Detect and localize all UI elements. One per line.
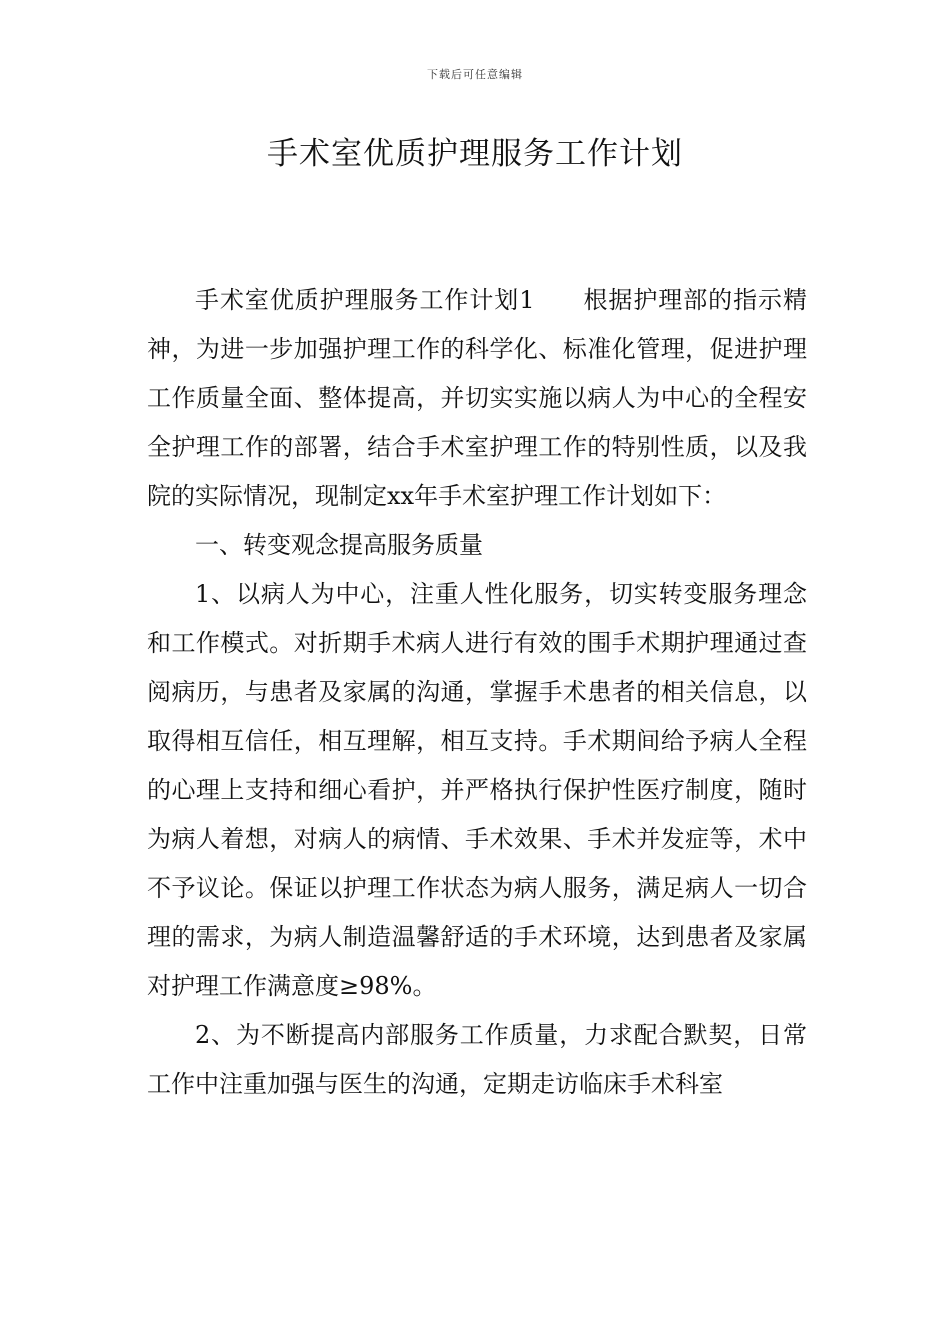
paragraph-intro-body: 根据护理部的指示精神，为进一步加强护理工作的科学化、标准化管理，促进护理工作质量全面、整体提高，并切实实施以病人为中心的全程安全护理工作的部署，结合手术室护理工作的特别性质，以及我院的实际情况，现制定xx年手术室护理工作计划如下：	[147, 286, 807, 510]
document-body	[147, 276, 807, 1109]
paragraph-item-1: 1、以病人为中心，注重人性化服务，切实转变服务理念和工作模式。对折期手术病人进行有效的围手术期护理通过查阅病历，与患者及家属的沟通，掌握手术患者的相关信息，以取得相互信任，相互理解，相互支持。手术期间给予病人全程的心理上支持和细心看护，并严格执行保护性医疗制度，随时为病人着想，对病人的病情、手术效果、手术并发症等，术中不予议论。保证以护理工作状态为病人服务，满足病人一切合理的需求，为病人制造温馨舒适的手术环境，达到患者及家属对护理工作满意度≥98%。	[147, 580, 807, 1000]
paragraph-intro	[147, 276, 807, 521]
header-note: 下载后可任意编辑	[427, 68, 523, 81]
document-title: 手术室优质护理服务工作计划	[267, 136, 683, 172]
section-heading: 一、转变观念提高服务质量	[195, 531, 483, 559]
paragraph-item-2: 2、为不断提高内部服务工作质量，力求配合默契，日常工作中注重加强与医生的沟通，定期走访临床手术科室	[147, 1021, 807, 1098]
paragraph-intro-lead: 手术室优质护理服务工作计划1	[195, 286, 535, 314]
